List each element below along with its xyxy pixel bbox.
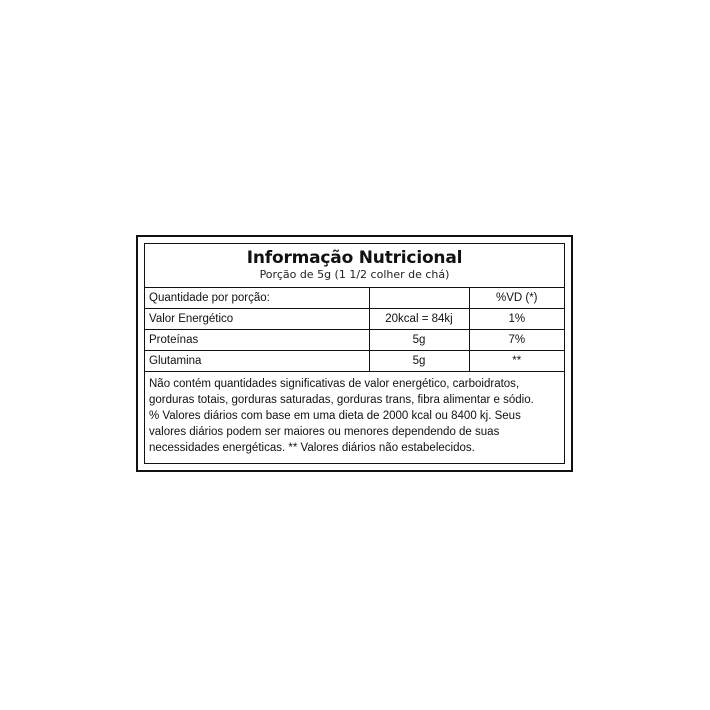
header-amount <box>369 288 469 309</box>
serving-size: Porção de 5g (1 1/2 colher de chá) <box>259 268 450 281</box>
table-header-row <box>145 288 564 309</box>
row-amount: 5g <box>369 330 469 351</box>
table-row <box>145 351 564 372</box>
row-dv: 1% <box>469 309 564 330</box>
row-amount: 5g <box>369 351 469 372</box>
row-nutrient: Glutamina <box>145 351 369 372</box>
row-dv: 7% <box>469 330 564 351</box>
footnote <box>145 372 564 456</box>
row-nutrient: Valor Energético <box>145 309 369 330</box>
row-dv: ** <box>469 351 564 372</box>
footnote-line: % Valores diários com base em uma dieta de 2000 kcal ou 8400 kj. Seus <box>149 410 521 422</box>
table-row <box>145 309 564 330</box>
nutrition-label-inner <box>144 243 565 464</box>
nutrition-table <box>145 288 564 372</box>
table-row <box>145 330 564 351</box>
footnote-line: necessidades energéticas. ** Valores diários não estabelecidos. <box>149 442 475 454</box>
nutrition-label <box>136 235 573 472</box>
label-title: Informação Nutricional <box>246 248 463 268</box>
row-nutrient: Proteínas <box>145 330 369 351</box>
title-block <box>145 244 564 288</box>
header-nutrient: Quantidade por porção: <box>145 288 369 309</box>
header-dv: %VD (*) <box>469 288 564 309</box>
footnote-line: gorduras totais, gorduras saturadas, gorduras trans, fibra alimentar e sódio. <box>149 394 534 406</box>
footnote-line: valores diários podem ser maiores ou menores dependendo de suas <box>149 426 500 438</box>
row-amount: 20kcal = 84kj <box>369 309 469 330</box>
footnote-line: Não contém quantidades significativas de valor energético, carboidratos, <box>149 378 520 390</box>
